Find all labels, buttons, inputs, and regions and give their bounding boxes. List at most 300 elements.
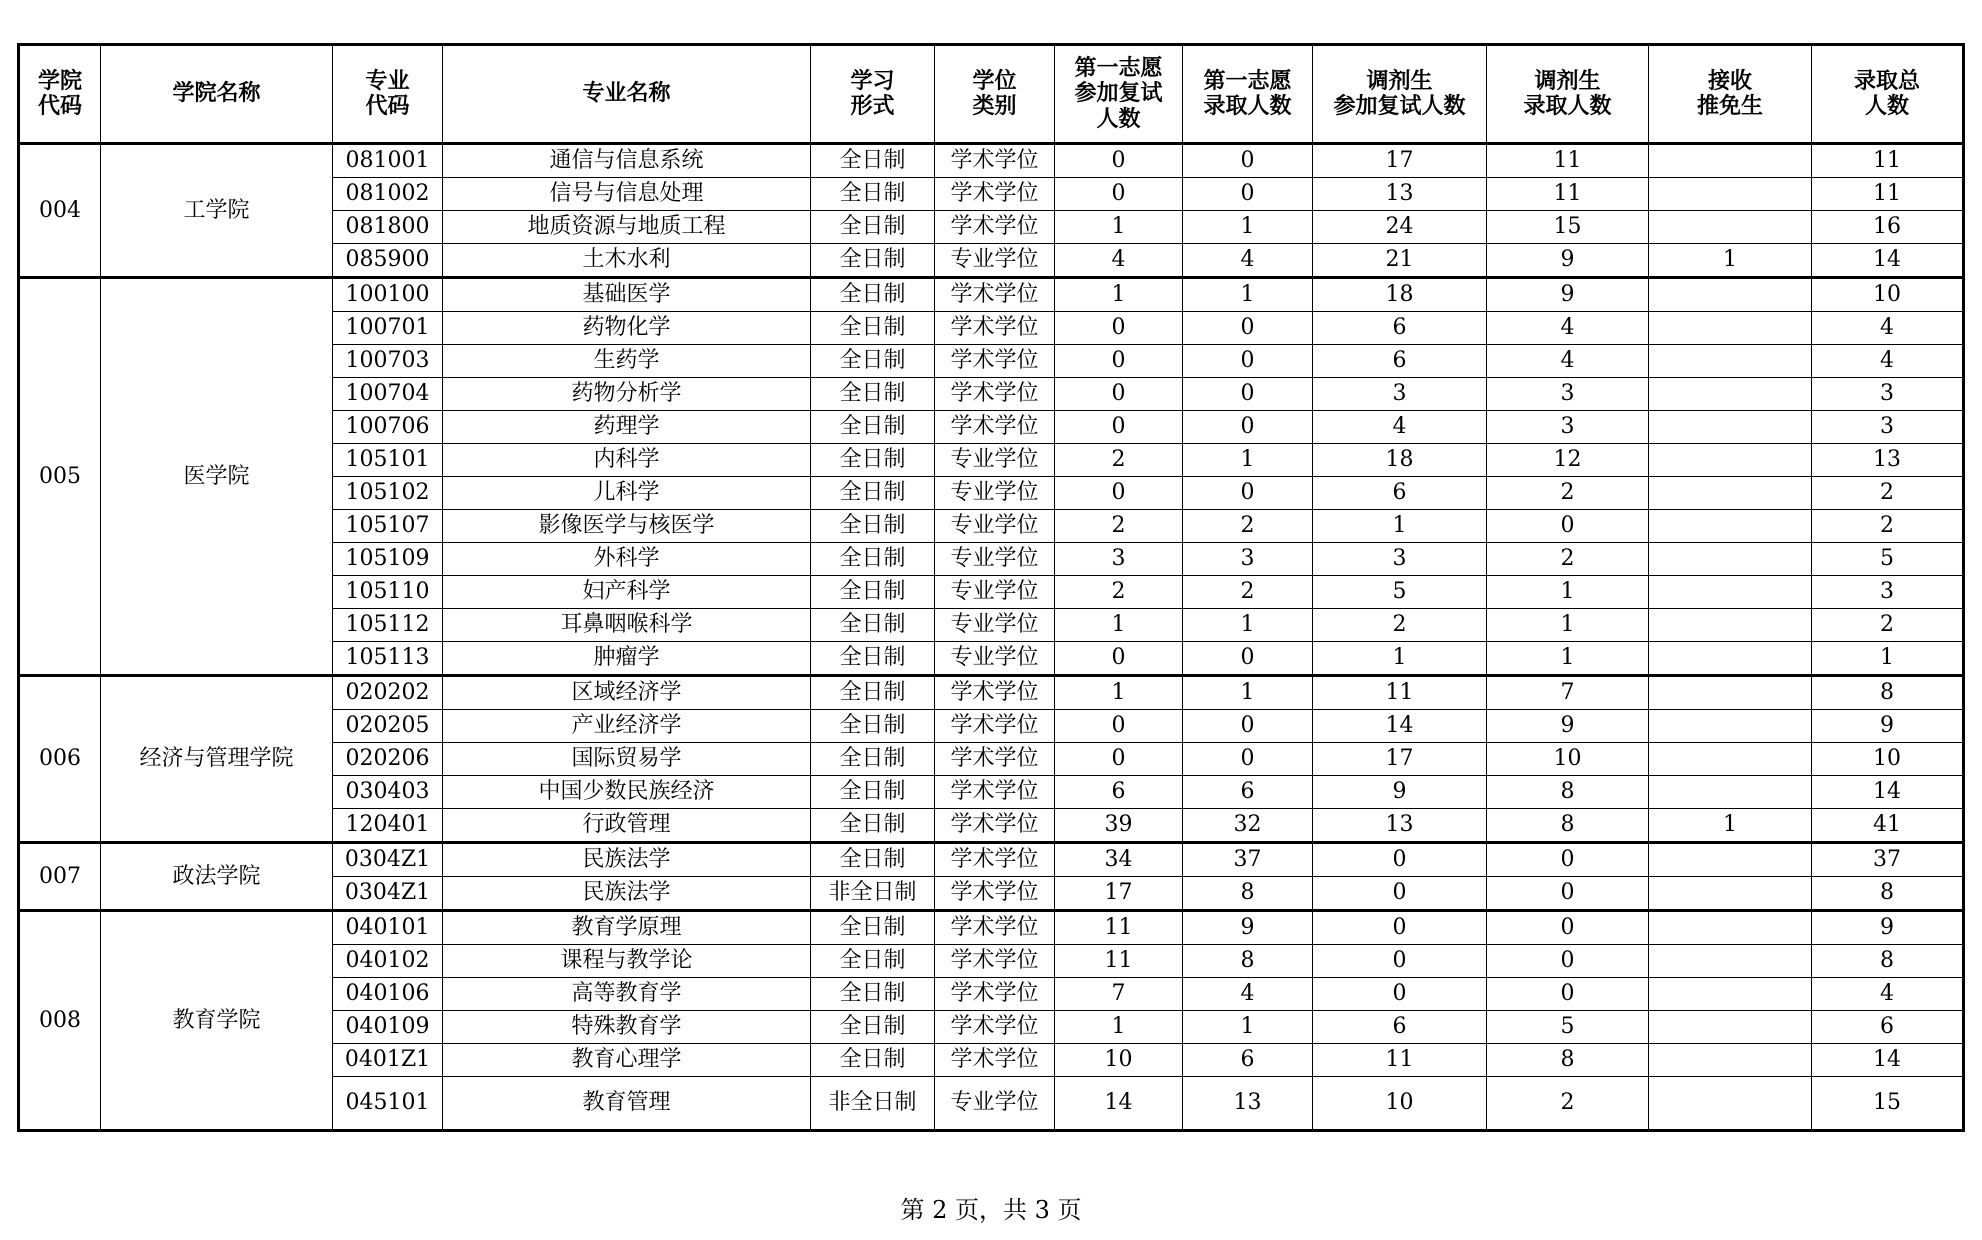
recommended-cell — [1649, 178, 1812, 211]
first-choice-admitted-cell: 4 — [1183, 978, 1313, 1011]
header-college-code — [19, 45, 101, 144]
first-choice-admitted-cell: 0 — [1183, 411, 1313, 444]
first-choice-retest-cell: 0 — [1055, 710, 1183, 743]
degree-type-cell: 学术学位 — [935, 144, 1055, 178]
major-name-cell: 肿瘤学 — [443, 642, 811, 676]
header-adjusted-admitted — [1487, 45, 1649, 144]
study-mode-cell: 全日制 — [811, 345, 935, 378]
major-code-cell: 040106 — [333, 978, 443, 1011]
college-name-cell: 经济与管理学院 — [101, 676, 333, 843]
admissions-table — [17, 43, 1965, 1132]
study-mode-cell: 全日制 — [811, 576, 935, 609]
degree-type-cell: 专业学位 — [935, 1077, 1055, 1131]
adjusted-retest-cell: 21 — [1313, 244, 1487, 278]
first-choice-retest-cell: 4 — [1055, 244, 1183, 278]
degree-type-cell: 学术学位 — [935, 945, 1055, 978]
adjusted-retest-cell: 1 — [1313, 510, 1487, 543]
adjusted-retest-cell: 0 — [1313, 911, 1487, 945]
total-cell: 4 — [1812, 978, 1964, 1011]
major-code-cell: 0304Z1 — [333, 843, 443, 877]
major-name-cell: 民族法学 — [443, 843, 811, 877]
major-code-cell: 0401Z1 — [333, 1044, 443, 1077]
table-row — [19, 676, 1964, 710]
major-code-cell: 020205 — [333, 710, 443, 743]
major-code-cell: 120401 — [333, 809, 443, 843]
first-choice-retest-cell: 1 — [1055, 211, 1183, 244]
table-row — [19, 843, 1964, 877]
college-code-cell: 006 — [19, 676, 101, 843]
first-choice-retest-cell: 0 — [1055, 642, 1183, 676]
college-code-cell: 005 — [19, 278, 101, 676]
adjusted-admitted-cell: 12 — [1487, 444, 1649, 477]
first-choice-retest-cell: 11 — [1055, 945, 1183, 978]
first-choice-admitted-cell: 1 — [1183, 444, 1313, 477]
major-name-cell: 教育心理学 — [443, 1044, 811, 1077]
recommended-cell: 1 — [1649, 244, 1812, 278]
study-mode-cell: 全日制 — [811, 743, 935, 776]
major-name-cell: 民族法学 — [443, 877, 811, 911]
header-line: 学位 — [972, 68, 1017, 94]
degree-type-cell: 学术学位 — [935, 911, 1055, 945]
header-major-name — [443, 45, 811, 144]
major-name-cell: 通信与信息系统 — [443, 144, 811, 178]
adjusted-retest-cell: 0 — [1313, 978, 1487, 1011]
degree-type-cell: 学术学位 — [935, 211, 1055, 244]
first-choice-admitted-cell: 1 — [1183, 1011, 1313, 1044]
major-name-cell: 妇产科学 — [443, 576, 811, 609]
adjusted-admitted-cell: 8 — [1487, 1044, 1649, 1077]
first-choice-retest-cell: 39 — [1055, 809, 1183, 843]
first-choice-retest-cell: 10 — [1055, 1044, 1183, 1077]
study-mode-cell: 全日制 — [811, 312, 935, 345]
first-choice-retest-cell: 2 — [1055, 576, 1183, 609]
total-cell: 3 — [1812, 576, 1964, 609]
adjusted-retest-cell: 17 — [1313, 743, 1487, 776]
recommended-cell — [1649, 278, 1812, 312]
major-code-cell: 100100 — [333, 278, 443, 312]
first-choice-admitted-cell: 2 — [1183, 576, 1313, 609]
degree-type-cell: 学术学位 — [935, 278, 1055, 312]
major-code-cell: 105107 — [333, 510, 443, 543]
header-line: 录取人数 — [1523, 94, 1612, 119]
major-code-cell: 040109 — [333, 1011, 443, 1044]
first-choice-retest-cell: 1 — [1055, 1011, 1183, 1044]
first-choice-admitted-cell: 0 — [1183, 178, 1313, 211]
total-cell: 2 — [1812, 609, 1964, 642]
total-cell: 6 — [1812, 1011, 1964, 1044]
first-choice-admitted-cell: 37 — [1183, 843, 1313, 877]
degree-type-cell: 学术学位 — [935, 1011, 1055, 1044]
header-line: 调剂生 — [1366, 68, 1433, 94]
degree-type-cell: 学术学位 — [935, 411, 1055, 444]
adjusted-admitted-cell: 0 — [1487, 510, 1649, 543]
total-cell: 11 — [1812, 178, 1964, 211]
major-code-cell: 105112 — [333, 609, 443, 642]
first-choice-admitted-cell: 0 — [1183, 378, 1313, 411]
major-name-cell: 生药学 — [443, 345, 811, 378]
major-code-cell: 040101 — [333, 911, 443, 945]
first-choice-admitted-cell: 2 — [1183, 510, 1313, 543]
recommended-cell — [1649, 911, 1812, 945]
header-line: 参加复试 — [1074, 81, 1163, 107]
total-cell: 2 — [1812, 477, 1964, 510]
adjusted-admitted-cell: 4 — [1487, 312, 1649, 345]
study-mode-cell: 非全日制 — [811, 1077, 935, 1131]
header-line: 第一志愿 — [1203, 68, 1292, 94]
first-choice-admitted-cell: 0 — [1183, 477, 1313, 510]
degree-type-cell: 学术学位 — [935, 312, 1055, 345]
adjusted-admitted-cell: 0 — [1487, 978, 1649, 1011]
header-line: 学院名称 — [172, 81, 261, 107]
study-mode-cell: 全日制 — [811, 843, 935, 877]
recommended-cell — [1649, 444, 1812, 477]
major-name-cell: 药物分析学 — [443, 378, 811, 411]
study-mode-cell: 全日制 — [811, 809, 935, 843]
degree-type-cell: 学术学位 — [935, 809, 1055, 843]
degree-type-cell: 学术学位 — [935, 345, 1055, 378]
first-choice-retest-cell: 14 — [1055, 1077, 1183, 1131]
adjusted-retest-cell: 18 — [1313, 278, 1487, 312]
adjusted-retest-cell: 24 — [1313, 211, 1487, 244]
adjusted-retest-cell: 9 — [1313, 776, 1487, 809]
total-cell: 14 — [1812, 244, 1964, 278]
major-name-cell: 课程与教学论 — [443, 945, 811, 978]
major-name-cell: 药物化学 — [443, 312, 811, 345]
study-mode-cell: 全日制 — [811, 510, 935, 543]
study-mode-cell: 全日制 — [811, 1044, 935, 1077]
degree-type-cell: 学术学位 — [935, 178, 1055, 211]
study-mode-cell: 全日制 — [811, 945, 935, 978]
recommended-cell — [1649, 378, 1812, 411]
header-line: 人数 — [1096, 106, 1141, 132]
study-mode-cell: 全日制 — [811, 710, 935, 743]
adjusted-admitted-cell: 2 — [1487, 543, 1649, 576]
degree-type-cell: 学术学位 — [935, 978, 1055, 1011]
recommended-cell — [1649, 543, 1812, 576]
degree-type-cell: 学术学位 — [935, 710, 1055, 743]
study-mode-cell: 全日制 — [811, 776, 935, 809]
adjusted-retest-cell: 2 — [1313, 609, 1487, 642]
study-mode-cell: 全日制 — [811, 911, 935, 945]
adjusted-retest-cell: 14 — [1313, 710, 1487, 743]
total-cell: 13 — [1812, 444, 1964, 477]
first-choice-retest-cell: 6 — [1055, 776, 1183, 809]
header-line: 推免生 — [1696, 94, 1763, 119]
header-line: 录取人数 — [1203, 94, 1292, 119]
first-choice-admitted-cell: 0 — [1183, 144, 1313, 178]
header-line: 代码 — [37, 94, 82, 119]
major-code-cell: 081800 — [333, 211, 443, 244]
adjusted-retest-cell: 5 — [1313, 576, 1487, 609]
degree-type-cell: 学术学位 — [935, 877, 1055, 911]
first-choice-retest-cell: 2 — [1055, 444, 1183, 477]
header-recommended — [1649, 45, 1812, 144]
major-code-cell: 105110 — [333, 576, 443, 609]
total-cell: 10 — [1812, 743, 1964, 776]
first-choice-retest-cell: 2 — [1055, 510, 1183, 543]
recommended-cell — [1649, 776, 1812, 809]
header-line: 人数 — [1864, 94, 1909, 119]
header-line: 第一志愿 — [1074, 56, 1163, 82]
major-code-cell: 105109 — [333, 543, 443, 576]
total-cell: 15 — [1812, 1077, 1964, 1131]
first-choice-admitted-cell: 3 — [1183, 543, 1313, 576]
major-name-cell: 土木水利 — [443, 244, 811, 278]
degree-type-cell: 学术学位 — [935, 743, 1055, 776]
first-choice-admitted-cell: 1 — [1183, 278, 1313, 312]
recommended-cell — [1649, 710, 1812, 743]
recommended-cell — [1649, 477, 1812, 510]
first-choice-retest-cell: 0 — [1055, 378, 1183, 411]
adjusted-retest-cell: 10 — [1313, 1077, 1487, 1131]
major-name-cell: 教育管理 — [443, 1077, 811, 1131]
adjusted-retest-cell: 11 — [1313, 1044, 1487, 1077]
adjusted-admitted-cell: 0 — [1487, 945, 1649, 978]
recommended-cell — [1649, 1044, 1812, 1077]
first-choice-admitted-cell: 32 — [1183, 809, 1313, 843]
adjusted-retest-cell: 6 — [1313, 312, 1487, 345]
first-choice-retest-cell: 34 — [1055, 843, 1183, 877]
page-number-footer: 第 2 页，共 3 页 — [900, 1196, 1082, 1224]
major-name-cell: 国际贸易学 — [443, 743, 811, 776]
major-name-cell: 区域经济学 — [443, 676, 811, 710]
header-line: 类别 — [972, 94, 1017, 119]
study-mode-cell: 非全日制 — [811, 877, 935, 911]
table-row — [19, 144, 1964, 178]
study-mode-cell: 全日制 — [811, 1011, 935, 1044]
table-row — [19, 911, 1964, 945]
header-total — [1812, 45, 1964, 144]
major-code-cell: 020202 — [333, 676, 443, 710]
degree-type-cell: 学术学位 — [935, 1044, 1055, 1077]
recommended-cell — [1649, 411, 1812, 444]
study-mode-cell: 全日制 — [811, 244, 935, 278]
adjusted-admitted-cell: 1 — [1487, 609, 1649, 642]
adjusted-retest-cell: 13 — [1313, 178, 1487, 211]
major-name-cell: 中国少数民族经济 — [443, 776, 811, 809]
recommended-cell — [1649, 510, 1812, 543]
study-mode-cell: 全日制 — [811, 978, 935, 1011]
adjusted-admitted-cell: 4 — [1487, 345, 1649, 378]
adjusted-admitted-cell: 9 — [1487, 244, 1649, 278]
recommended-cell — [1649, 676, 1812, 710]
major-name-cell: 特殊教育学 — [443, 1011, 811, 1044]
major-code-cell: 100701 — [333, 312, 443, 345]
header-college-name — [101, 45, 333, 144]
total-cell: 9 — [1812, 911, 1964, 945]
recommended-cell — [1649, 843, 1812, 877]
table-row — [19, 278, 1964, 312]
recommended-cell — [1649, 312, 1812, 345]
study-mode-cell: 全日制 — [811, 211, 935, 244]
header-line: 录取总 — [1853, 68, 1920, 94]
header-adjusted-retest — [1313, 45, 1487, 144]
header-major-code — [333, 45, 443, 144]
header-line: 学院 — [37, 68, 82, 94]
major-code-cell: 100704 — [333, 378, 443, 411]
first-choice-retest-cell: 1 — [1055, 278, 1183, 312]
adjusted-admitted-cell: 0 — [1487, 877, 1649, 911]
study-mode-cell: 全日制 — [811, 278, 935, 312]
college-name-cell: 医学院 — [101, 278, 333, 676]
header-line: 专业 — [365, 68, 410, 94]
total-cell: 3 — [1812, 378, 1964, 411]
total-cell: 16 — [1812, 211, 1964, 244]
first-choice-admitted-cell: 0 — [1183, 312, 1313, 345]
total-cell: 14 — [1812, 776, 1964, 809]
degree-type-cell: 专业学位 — [935, 244, 1055, 278]
adjusted-admitted-cell: 11 — [1487, 144, 1649, 178]
major-code-cell: 100706 — [333, 411, 443, 444]
adjusted-retest-cell: 4 — [1313, 411, 1487, 444]
major-name-cell: 产业经济学 — [443, 710, 811, 743]
first-choice-retest-cell: 0 — [1055, 477, 1183, 510]
adjusted-retest-cell: 0 — [1313, 877, 1487, 911]
first-choice-admitted-cell: 9 — [1183, 911, 1313, 945]
adjusted-retest-cell: 6 — [1313, 345, 1487, 378]
table-body — [19, 144, 1964, 1131]
adjusted-admitted-cell: 9 — [1487, 278, 1649, 312]
study-mode-cell: 全日制 — [811, 178, 935, 211]
degree-type-cell: 学术学位 — [935, 776, 1055, 809]
header-first-choice-retest — [1055, 45, 1183, 144]
first-choice-retest-cell: 1 — [1055, 609, 1183, 642]
major-name-cell: 行政管理 — [443, 809, 811, 843]
first-choice-admitted-cell: 6 — [1183, 776, 1313, 809]
first-choice-admitted-cell: 4 — [1183, 244, 1313, 278]
adjusted-admitted-cell: 11 — [1487, 178, 1649, 211]
recommended-cell — [1649, 144, 1812, 178]
recommended-cell — [1649, 1077, 1812, 1131]
total-cell: 8 — [1812, 945, 1964, 978]
adjusted-admitted-cell: 0 — [1487, 911, 1649, 945]
degree-type-cell: 学术学位 — [935, 843, 1055, 877]
first-choice-admitted-cell: 0 — [1183, 642, 1313, 676]
college-name-cell: 工学院 — [101, 144, 333, 278]
total-cell: 4 — [1812, 345, 1964, 378]
major-name-cell: 基础医学 — [443, 278, 811, 312]
first-choice-admitted-cell: 1 — [1183, 609, 1313, 642]
major-code-cell: 100703 — [333, 345, 443, 378]
degree-type-cell: 专业学位 — [935, 576, 1055, 609]
first-choice-retest-cell: 0 — [1055, 144, 1183, 178]
adjusted-retest-cell: 17 — [1313, 144, 1487, 178]
major-code-cell: 030403 — [333, 776, 443, 809]
recommended-cell — [1649, 978, 1812, 1011]
major-code-cell: 081001 — [333, 144, 443, 178]
adjusted-admitted-cell: 5 — [1487, 1011, 1649, 1044]
college-code-cell: 007 — [19, 843, 101, 911]
adjusted-retest-cell: 11 — [1313, 676, 1487, 710]
degree-type-cell: 专业学位 — [935, 510, 1055, 543]
degree-type-cell: 专业学位 — [935, 444, 1055, 477]
study-mode-cell: 全日制 — [811, 444, 935, 477]
total-cell: 5 — [1812, 543, 1964, 576]
college-code-cell: 008 — [19, 911, 101, 1131]
major-name-cell: 高等教育学 — [443, 978, 811, 1011]
major-code-cell: 105102 — [333, 477, 443, 510]
study-mode-cell: 全日制 — [811, 144, 935, 178]
total-cell: 8 — [1812, 676, 1964, 710]
adjusted-admitted-cell: 2 — [1487, 1077, 1649, 1131]
recommended-cell — [1649, 211, 1812, 244]
recommended-cell — [1649, 345, 1812, 378]
first-choice-retest-cell: 0 — [1055, 178, 1183, 211]
adjusted-admitted-cell: 3 — [1487, 378, 1649, 411]
study-mode-cell: 全日制 — [811, 411, 935, 444]
major-code-cell: 105101 — [333, 444, 443, 477]
adjusted-admitted-cell: 8 — [1487, 776, 1649, 809]
first-choice-admitted-cell: 13 — [1183, 1077, 1313, 1131]
header-degree-type — [935, 45, 1055, 144]
major-code-cell: 040102 — [333, 945, 443, 978]
table-header-row — [19, 45, 1964, 144]
major-name-cell: 教育学原理 — [443, 911, 811, 945]
recommended-cell — [1649, 609, 1812, 642]
adjusted-retest-cell: 18 — [1313, 444, 1487, 477]
major-name-cell: 耳鼻咽喉科学 — [443, 609, 811, 642]
major-code-cell: 105113 — [333, 642, 443, 676]
first-choice-retest-cell: 11 — [1055, 911, 1183, 945]
total-cell: 8 — [1812, 877, 1964, 911]
total-cell: 1 — [1812, 642, 1964, 676]
first-choice-admitted-cell: 0 — [1183, 743, 1313, 776]
recommended-cell — [1649, 877, 1812, 911]
first-choice-retest-cell: 17 — [1055, 877, 1183, 911]
adjusted-retest-cell: 1 — [1313, 642, 1487, 676]
first-choice-retest-cell: 7 — [1055, 978, 1183, 1011]
recommended-cell — [1649, 1011, 1812, 1044]
degree-type-cell: 专业学位 — [935, 609, 1055, 642]
total-cell: 14 — [1812, 1044, 1964, 1077]
adjusted-retest-cell: 3 — [1313, 378, 1487, 411]
first-choice-admitted-cell: 6 — [1183, 1044, 1313, 1077]
study-mode-cell: 全日制 — [811, 378, 935, 411]
adjusted-admitted-cell: 7 — [1487, 676, 1649, 710]
total-cell: 10 — [1812, 278, 1964, 312]
study-mode-cell: 全日制 — [811, 609, 935, 642]
adjusted-retest-cell: 3 — [1313, 543, 1487, 576]
major-name-cell: 外科学 — [443, 543, 811, 576]
total-cell: 11 — [1812, 144, 1964, 178]
study-mode-cell: 全日制 — [811, 676, 935, 710]
header-line: 调剂生 — [1534, 68, 1601, 94]
first-choice-admitted-cell: 8 — [1183, 945, 1313, 978]
major-name-cell: 信号与信息处理 — [443, 178, 811, 211]
major-name-cell: 内科学 — [443, 444, 811, 477]
adjusted-admitted-cell: 3 — [1487, 411, 1649, 444]
adjusted-admitted-cell: 1 — [1487, 576, 1649, 609]
degree-type-cell: 专业学位 — [935, 543, 1055, 576]
adjusted-admitted-cell: 2 — [1487, 477, 1649, 510]
major-code-cell: 081002 — [333, 178, 443, 211]
first-choice-admitted-cell: 0 — [1183, 345, 1313, 378]
adjusted-retest-cell: 6 — [1313, 477, 1487, 510]
first-choice-admitted-cell: 1 — [1183, 676, 1313, 710]
adjusted-retest-cell: 0 — [1313, 843, 1487, 877]
adjusted-retest-cell: 13 — [1313, 809, 1487, 843]
major-code-cell: 0304Z1 — [333, 877, 443, 911]
adjusted-admitted-cell: 8 — [1487, 809, 1649, 843]
header-line: 参加复试人数 — [1333, 94, 1466, 119]
first-choice-retest-cell: 0 — [1055, 345, 1183, 378]
college-name-cell: 政法学院 — [101, 843, 333, 911]
degree-type-cell: 学术学位 — [935, 676, 1055, 710]
college-name-cell: 教育学院 — [101, 911, 333, 1131]
header-line: 形式 — [850, 94, 895, 119]
adjusted-admitted-cell: 10 — [1487, 743, 1649, 776]
first-choice-retest-cell: 0 — [1055, 411, 1183, 444]
